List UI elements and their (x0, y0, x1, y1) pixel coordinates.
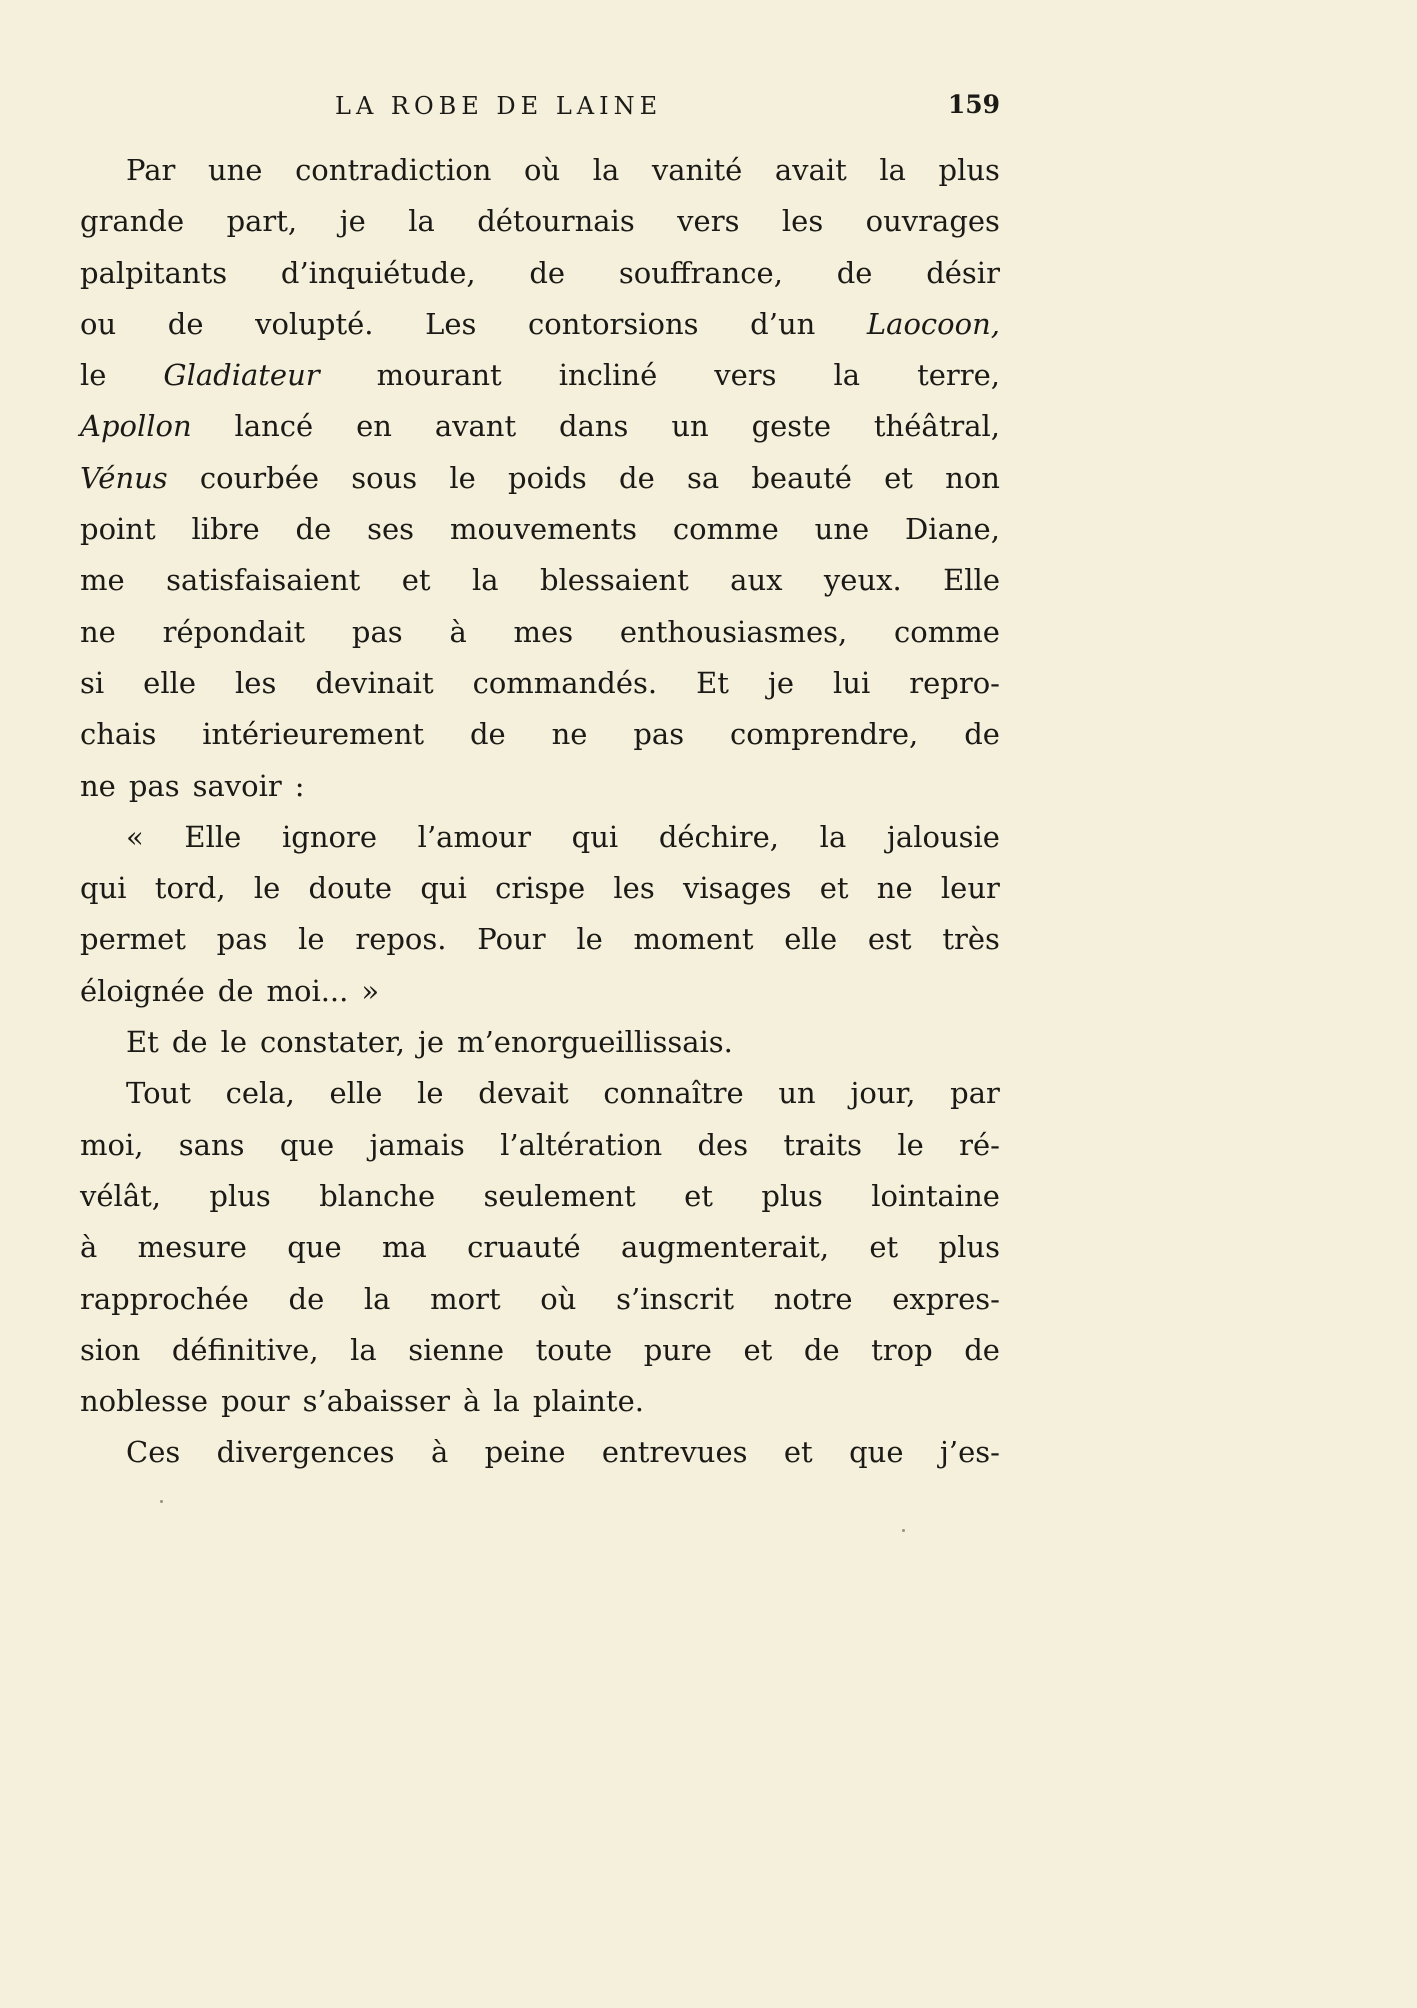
word: qui (80, 871, 127, 906)
word: sous (351, 460, 418, 495)
word: déchire, (658, 819, 779, 854)
word: la (350, 1332, 377, 1367)
text-line (80, 761, 1000, 812)
word: blanche (319, 1178, 436, 1213)
word: répondait (162, 614, 306, 649)
word: de (469, 717, 506, 752)
word: désir (926, 255, 1000, 290)
text-line (80, 1222, 1000, 1273)
text-line (80, 555, 1000, 606)
word: Ces (126, 1435, 181, 1470)
word: la (879, 153, 906, 187)
word: traits (783, 1127, 863, 1162)
word: yeux. (823, 563, 902, 598)
word: où (523, 153, 561, 187)
word: visages (682, 871, 792, 906)
word: où (540, 1281, 577, 1316)
word: peine (484, 1435, 566, 1470)
word: que (849, 1435, 904, 1470)
page-number: 159 (947, 90, 1000, 119)
word: comme (894, 614, 1000, 649)
word: notre (773, 1281, 853, 1316)
word: rapprochée (80, 1281, 249, 1316)
word: sienne (408, 1332, 505, 1367)
word: j’es- (939, 1435, 1000, 1470)
word: de (217, 973, 254, 1008)
word: crispe (495, 871, 586, 906)
word: Et (696, 665, 729, 700)
word: libre (191, 512, 260, 547)
word: très (942, 922, 1000, 957)
word: doute (308, 871, 393, 906)
word: satisfaisaient (166, 563, 361, 598)
text-line (80, 1068, 1000, 1119)
text-line (80, 145, 1000, 196)
word: Tout (126, 1076, 191, 1111)
word: elle (329, 1076, 383, 1111)
word: vers (714, 358, 777, 393)
word: me (80, 563, 125, 598)
word: le (253, 871, 281, 906)
word: moi... (266, 973, 349, 1008)
word: les (613, 871, 655, 906)
word: connaître (603, 1076, 744, 1111)
word: de (836, 255, 873, 290)
word: blessaient (539, 563, 689, 598)
word: vélât, (80, 1178, 161, 1213)
word: un (778, 1076, 816, 1111)
word: le (576, 922, 603, 957)
word: devinait (315, 665, 434, 700)
word: avant (434, 409, 517, 444)
word: de (295, 512, 332, 547)
word: pas (633, 717, 685, 752)
word: sion (80, 1332, 141, 1367)
word: enthousiasmes, (619, 614, 848, 649)
word: mort (430, 1281, 501, 1316)
word: Les (425, 306, 477, 341)
word: ignore (281, 819, 377, 854)
word: repos. (355, 922, 447, 957)
paper-speck (902, 1529, 905, 1532)
word: souffrance, (618, 255, 783, 290)
word: de (171, 1025, 208, 1060)
word: la (471, 563, 499, 598)
word: lancé (234, 409, 314, 444)
word: chais (80, 717, 157, 752)
word: des (697, 1127, 749, 1162)
word: l’altération (500, 1127, 663, 1162)
text-line (80, 863, 1000, 914)
word: qui (420, 871, 467, 906)
word: m’enorgueillissais. (457, 1025, 733, 1060)
word: et (401, 563, 431, 598)
word: sans (178, 1127, 245, 1162)
word: plainte. (532, 1384, 644, 1419)
word: point (80, 512, 156, 547)
word: palpitants (80, 255, 228, 290)
word: beauté (751, 460, 852, 495)
text-line (80, 914, 1000, 965)
word: ne (551, 717, 588, 752)
word: la (592, 153, 620, 187)
word: jamais (369, 1127, 465, 1162)
word: Diane, (905, 512, 1000, 547)
word: à (80, 1230, 98, 1265)
word: divergences (216, 1435, 395, 1470)
word: entrevues (601, 1435, 748, 1470)
word: augmenterait, (621, 1230, 830, 1265)
word: le (80, 358, 107, 393)
word: mouvements (449, 512, 638, 547)
word: toute (535, 1332, 613, 1367)
word: une (814, 512, 870, 547)
word: le (220, 1025, 247, 1060)
word: » (361, 973, 380, 1008)
word: la (819, 819, 847, 854)
text-line (80, 1120, 1000, 1171)
word: ne (80, 614, 116, 649)
word: lui (833, 665, 871, 700)
word: terre, (917, 358, 1000, 393)
word: Gladiateur (163, 358, 320, 393)
word: la (833, 358, 861, 393)
word: et (869, 1230, 899, 1265)
running-title: LA ROBE DE LAINE (335, 92, 663, 120)
text-line (80, 196, 1000, 247)
word: de (288, 1281, 325, 1316)
word: d’inquiétude, (280, 255, 476, 290)
word: et (684, 1178, 713, 1213)
word: contradiction (295, 153, 492, 187)
text-line (80, 658, 1000, 709)
body-text (80, 145, 1000, 1479)
text-line (80, 709, 1000, 760)
word: si (80, 665, 105, 700)
word: cruauté (467, 1230, 581, 1265)
word: ses (367, 512, 415, 547)
word: et (783, 1435, 813, 1470)
word: leur (940, 871, 1000, 906)
word: moi, (80, 1127, 144, 1162)
word: seulement (483, 1178, 636, 1213)
word: jalousie (886, 819, 1000, 854)
word: constater, (260, 1025, 405, 1060)
word: geste (751, 409, 832, 444)
word: noblesse (80, 1384, 209, 1419)
word: part, (226, 204, 298, 239)
word: définitive, (171, 1332, 319, 1367)
text-line (80, 1017, 1000, 1068)
word: détournais (477, 204, 635, 239)
text-line (80, 1171, 1000, 1222)
text-line (80, 1376, 1000, 1427)
word: mourant (376, 358, 502, 393)
word: et (884, 460, 913, 495)
word: la (408, 204, 435, 239)
word: à (449, 614, 467, 649)
word: théâtral, (873, 409, 1000, 444)
word: mesure (137, 1230, 247, 1265)
word: un (671, 409, 709, 444)
word: vers (677, 204, 740, 239)
word: aux (730, 563, 783, 598)
word: la (493, 1384, 520, 1419)
word: Elle (184, 819, 242, 854)
word: elle (784, 922, 838, 957)
word: Et (126, 1025, 159, 1060)
word: plus (938, 153, 1000, 187)
paper-speck (160, 1500, 163, 1503)
text-line (80, 607, 1000, 658)
word: commandés. (472, 665, 658, 700)
word: repro- (909, 665, 1000, 700)
text-line (80, 350, 1000, 401)
word: lointaine (871, 1178, 1000, 1213)
word: poids (508, 460, 587, 495)
word: permet (80, 922, 186, 957)
word: grande (80, 204, 185, 239)
word: la (363, 1281, 391, 1316)
text-line (80, 1325, 1000, 1376)
word: de (803, 1332, 840, 1367)
word: pure (643, 1332, 712, 1367)
word: qui (571, 819, 619, 854)
text-line (80, 1274, 1000, 1325)
page-header (80, 86, 1000, 130)
word: courbée (199, 460, 320, 495)
word: comprendre, (730, 717, 919, 752)
word: Elle (943, 563, 1000, 598)
word: pas (351, 614, 403, 649)
word: pas (128, 768, 180, 803)
word: ne (876, 871, 913, 906)
word: trop (871, 1332, 933, 1367)
word: avait (774, 153, 847, 187)
word: non (945, 460, 1000, 495)
word: vanité (651, 153, 743, 187)
word: mes (513, 614, 574, 649)
word: cela, (225, 1076, 295, 1111)
word: Par (126, 153, 176, 187)
word: volupté. (255, 306, 374, 341)
word: savoir (192, 768, 282, 803)
word: Pour (477, 922, 546, 957)
word: est (867, 922, 912, 957)
word: elle (143, 665, 197, 700)
word: par (950, 1076, 1000, 1111)
text-line (80, 966, 1000, 1017)
word: incliné (558, 358, 658, 393)
word: de (529, 255, 566, 290)
word: Apollon (80, 409, 192, 444)
word: ma (381, 1230, 427, 1265)
word: comme (672, 512, 779, 547)
word: et (743, 1332, 773, 1367)
word: l’amour (417, 819, 531, 854)
word: de (619, 460, 655, 495)
word: plus (761, 1178, 823, 1213)
word: Vénus (80, 460, 168, 495)
word: de (964, 717, 1000, 752)
word: le (897, 1127, 924, 1162)
word: et (819, 871, 849, 906)
word: pas (216, 922, 268, 957)
word: ouvrages (865, 204, 1000, 239)
word: expres- (892, 1281, 1000, 1316)
word: le (298, 922, 325, 957)
word: plus (209, 1178, 271, 1213)
word: les (235, 665, 277, 700)
word: d’un (750, 306, 816, 341)
text-line (80, 299, 1000, 350)
word: que (279, 1127, 335, 1162)
word: le (449, 460, 476, 495)
word: éloignée (80, 973, 205, 1008)
word: le (417, 1076, 444, 1111)
word: jour, (850, 1076, 916, 1111)
word: je (417, 1025, 445, 1060)
word: s’abaisser (302, 1384, 450, 1419)
word: tord, (154, 871, 226, 906)
text-line (80, 248, 1000, 299)
word: je (339, 204, 366, 239)
word: ré- (959, 1127, 1000, 1162)
word: plus (938, 1230, 1000, 1265)
word: moment (633, 922, 754, 957)
word: ou (80, 306, 117, 341)
word: Laocoon, (866, 306, 1000, 341)
word: de (964, 1332, 1000, 1367)
text-line (80, 453, 1000, 504)
text-line (80, 504, 1000, 555)
word: : (294, 768, 305, 803)
word: ne (80, 768, 116, 803)
word: que (287, 1230, 342, 1265)
word: s’inscrit (616, 1281, 735, 1316)
word: à (462, 1384, 481, 1419)
word: contorsions (528, 306, 699, 341)
word: les (781, 204, 824, 239)
word: devait (478, 1076, 569, 1111)
text-line (80, 401, 1000, 452)
word: sa (686, 460, 720, 495)
word: en (356, 409, 392, 444)
text-line (80, 812, 1000, 863)
word: une (207, 153, 263, 187)
word: dans (559, 409, 629, 444)
word: « (126, 819, 144, 854)
word: intérieurement (202, 717, 425, 752)
word: de (167, 306, 204, 341)
word: je (767, 665, 795, 700)
text-line (80, 1427, 1000, 1478)
word: pour (221, 1384, 290, 1419)
word: à (430, 1435, 449, 1470)
